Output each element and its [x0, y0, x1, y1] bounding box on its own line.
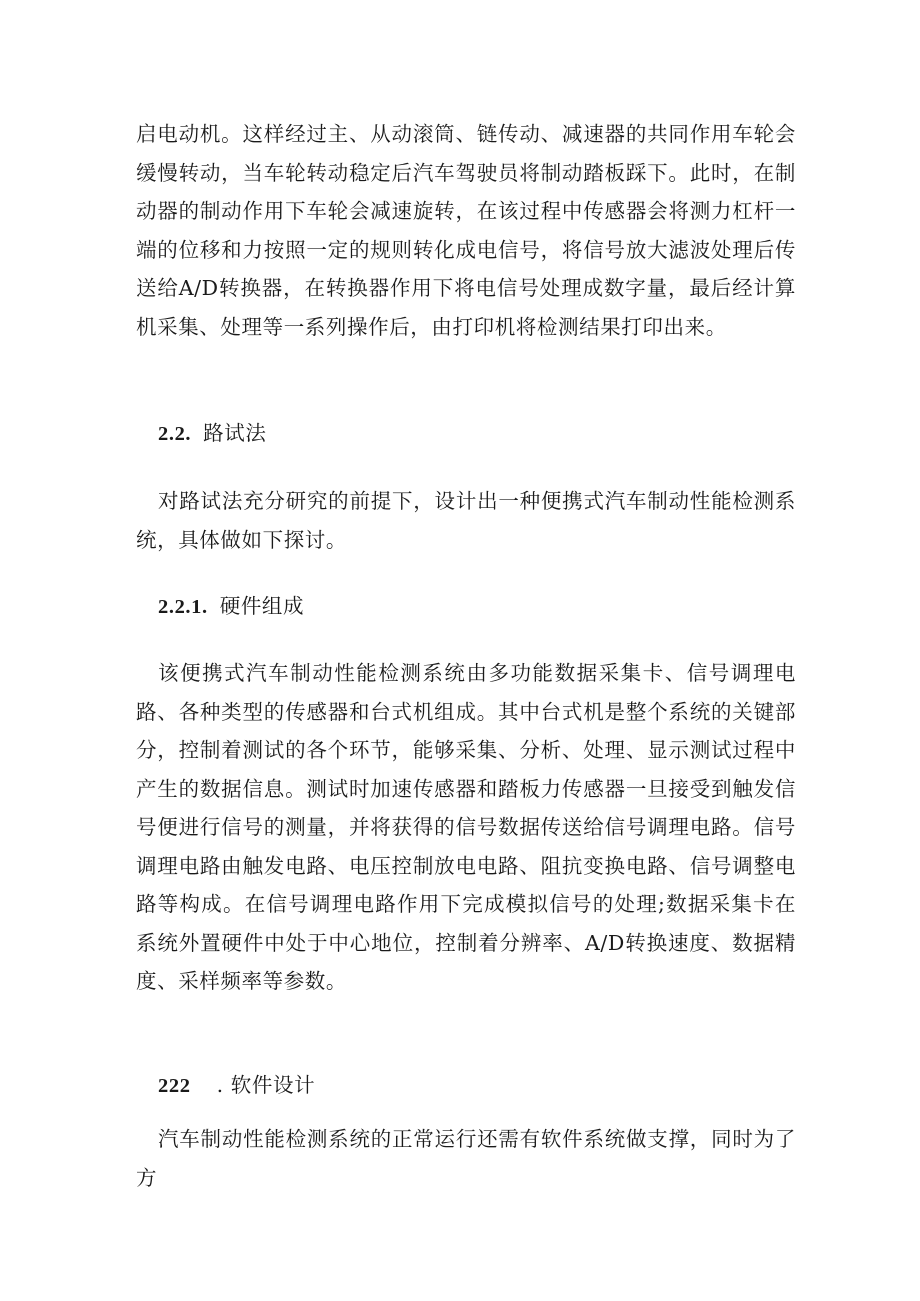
section-number: 222 — [158, 1075, 191, 1097]
section-heading-2-2-1 — [158, 587, 304, 626]
paragraph-road-test-intro: 对路试法充分研究的前提下，设计出一种便携式汽车制动性能检测系统，具体做如下探讨。 — [136, 489, 796, 552]
section-number: 2.2. — [158, 423, 192, 445]
section-heading-2-2 — [158, 414, 266, 453]
section-title: 路试法 — [203, 421, 267, 445]
section-title: . 软件设计 — [216, 1073, 316, 1097]
paragraph-braking-test-process: 启电动机。这样经过主、从动滚筒、链传动、减速器的共同作用车轮会缓慢转动，当车轮转动稳定后汽车驾驶员将制动踏板踩下。此时，在制动器的制动作用下车轮会减速旋转，在该过程中传感器会将测力杠杆一端的位移和力按照一定的规则转化成电信号，将信号放大滤波处理后传送给A/D转换器，在转换器作用下将电信号处理成数字量，最后经计算机采集、处理等一系列操作后，由打印机将检测结果打印出来。 — [136, 122, 796, 339]
section-number: 2.2.1. — [158, 596, 208, 618]
paragraph-hardware-composition: 该便携式汽车制动性能检测系统由多功能数据采集卡、信号调理电路、各种类型的传感器和台式机组成。其中台式机是整个系统的关键部分，控制着测试的各个环节，能够采集、分析、处理、显示测试过程中产生的数据信息。测试时加速传感器和踏板力传感器一旦接受到触发信号便进行信号的测量，并将获得的信号数据传送给信号调理电路。信号调理电路由触发电路、电压控制放电电路、阻抗变换电路、信号调整电路等构成。在信号调理电路作用下完成模拟信号的处理;数据采集卡在系统外置硬件中处于中心地位，控制着分辨率、A/D转换速度、数据精度、采样频率等参数。 — [136, 661, 796, 993]
paragraph-software-design: 汽车制动性能检测系统的正常运行还需有软件系统做支撑，同时为了方 — [136, 1127, 796, 1190]
section-title: 硬件组成 — [219, 594, 305, 618]
section-heading-2-2-2 — [158, 1066, 315, 1105]
